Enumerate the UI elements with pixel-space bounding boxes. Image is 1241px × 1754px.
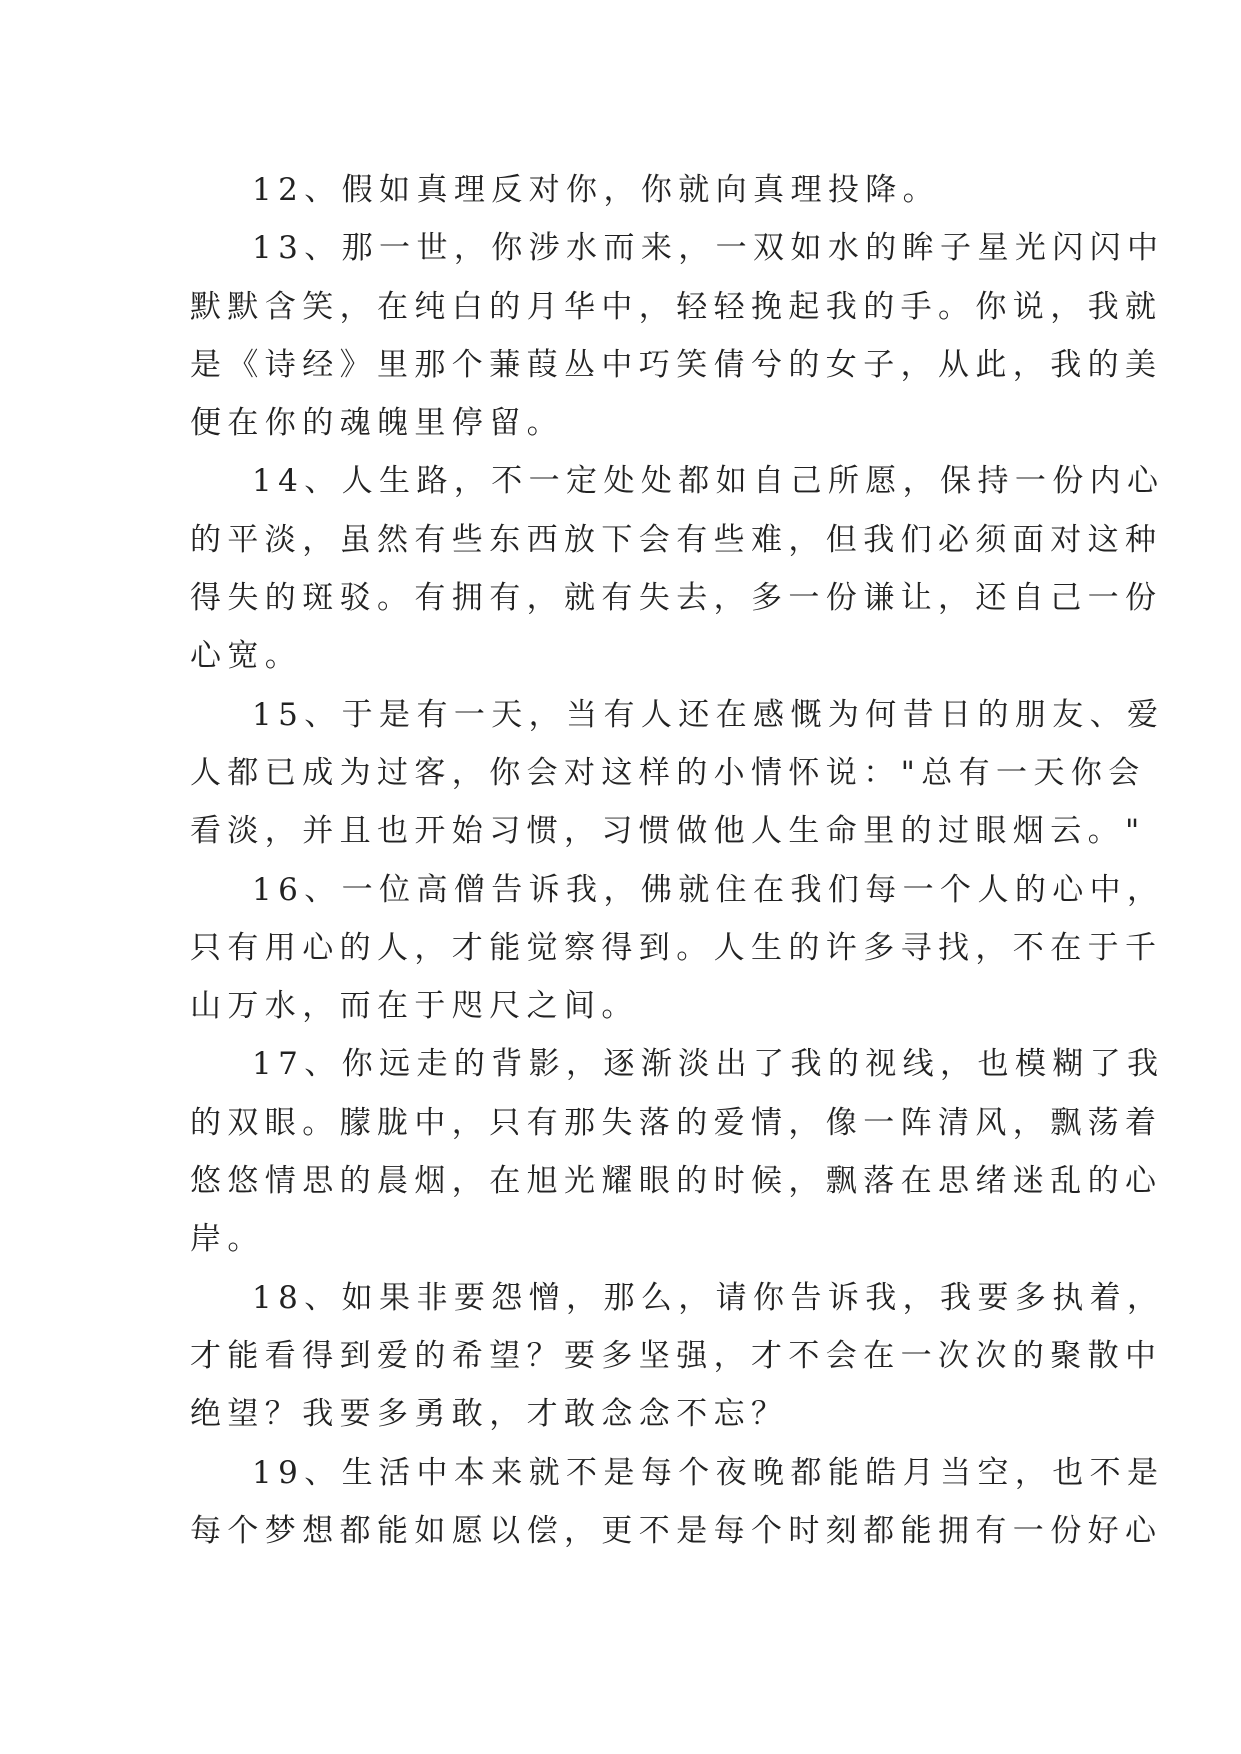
- text-line: 每个梦想都能如愿以偿，更不是每个时刻都能拥有一份好心: [190, 1512, 1163, 1549]
- paragraph-15: [190, 686, 1165, 861]
- text-line: 山万水，而在于咫尺之间。: [190, 988, 639, 1025]
- text-line: 19、生活中本来就不是每个夜晚都能皓月当空，也不是: [252, 1454, 1165, 1491]
- text-line: 人都已成为过客，你会对这样的小情怀说："总有一天你会: [190, 754, 1146, 791]
- text-line: 便在你的魂魄里停留。: [190, 405, 564, 442]
- paragraph-19: [190, 1444, 1165, 1561]
- text-line: 的平淡，虽然有些东西放下会有些难，但我们必须面对这种: [190, 521, 1163, 558]
- text-line: 16、一位高僧告诉我，佛就住在我们每一个人的心中，: [252, 871, 1165, 908]
- text-line: 心宽。: [190, 638, 303, 675]
- text-line: 的双眼。朦胧中，只有那失落的爱情，像一阵清风，飘荡着: [190, 1104, 1163, 1141]
- text-line: 14、人生路，不一定处处都如自己所愿，保持一份内心: [252, 463, 1165, 500]
- text-line: 看淡，并且也开始习惯，习惯做他人生命里的过眼烟云。": [190, 813, 1146, 850]
- text-line: 17、你远走的背影，逐渐淡出了我的视线，也模糊了我: [252, 1046, 1165, 1083]
- text-line: 15、于是有一天，当有人还在感慨为何昔日的朋友、爱: [252, 696, 1165, 733]
- text-line: 只有用心的人，才能觉察得到。人生的许多寻找，不在于千: [190, 929, 1163, 966]
- text-line: 绝望？我要多勇敢，才敢念念不忘？: [190, 1396, 789, 1433]
- paragraph-12: [190, 161, 1050, 219]
- text-line: 默默含笑，在纯白的月华中，轻轻挽起我的手。你说，我就: [190, 288, 1163, 325]
- paragraph-17: [190, 1035, 1165, 1268]
- paragraph-13: [190, 219, 1165, 452]
- text-line: 18、如果非要怨憎，那么，请你告诉我，我要多执着，: [252, 1279, 1165, 1316]
- text-line: 才能看得到爱的希望？要多坚强，才不会在一次次的聚散中: [190, 1337, 1163, 1374]
- paragraph-16: [190, 861, 1165, 1036]
- text-line: 岸。: [190, 1221, 265, 1258]
- text-line: 是《诗经》里那个蒹葭丛中巧笑倩兮的女子，从此，我的美: [190, 346, 1163, 383]
- paragraph-18: [190, 1269, 1165, 1444]
- text-line: 悠悠情思的晨烟，在旭光耀眼的时候，飘落在思绪迷乱的心: [190, 1163, 1163, 1200]
- text-line: 12、假如真理反对你，你就向真理投降。: [252, 172, 941, 208]
- paragraph-14: [190, 452, 1165, 685]
- document-body: [190, 161, 1165, 1560]
- text-line: 得失的斑驳。有拥有，就有失去，多一份谦让，还自己一份: [190, 580, 1163, 617]
- text-line: 13、那一世，你涉水而来，一双如水的眸子星光闪闪中: [252, 230, 1165, 267]
